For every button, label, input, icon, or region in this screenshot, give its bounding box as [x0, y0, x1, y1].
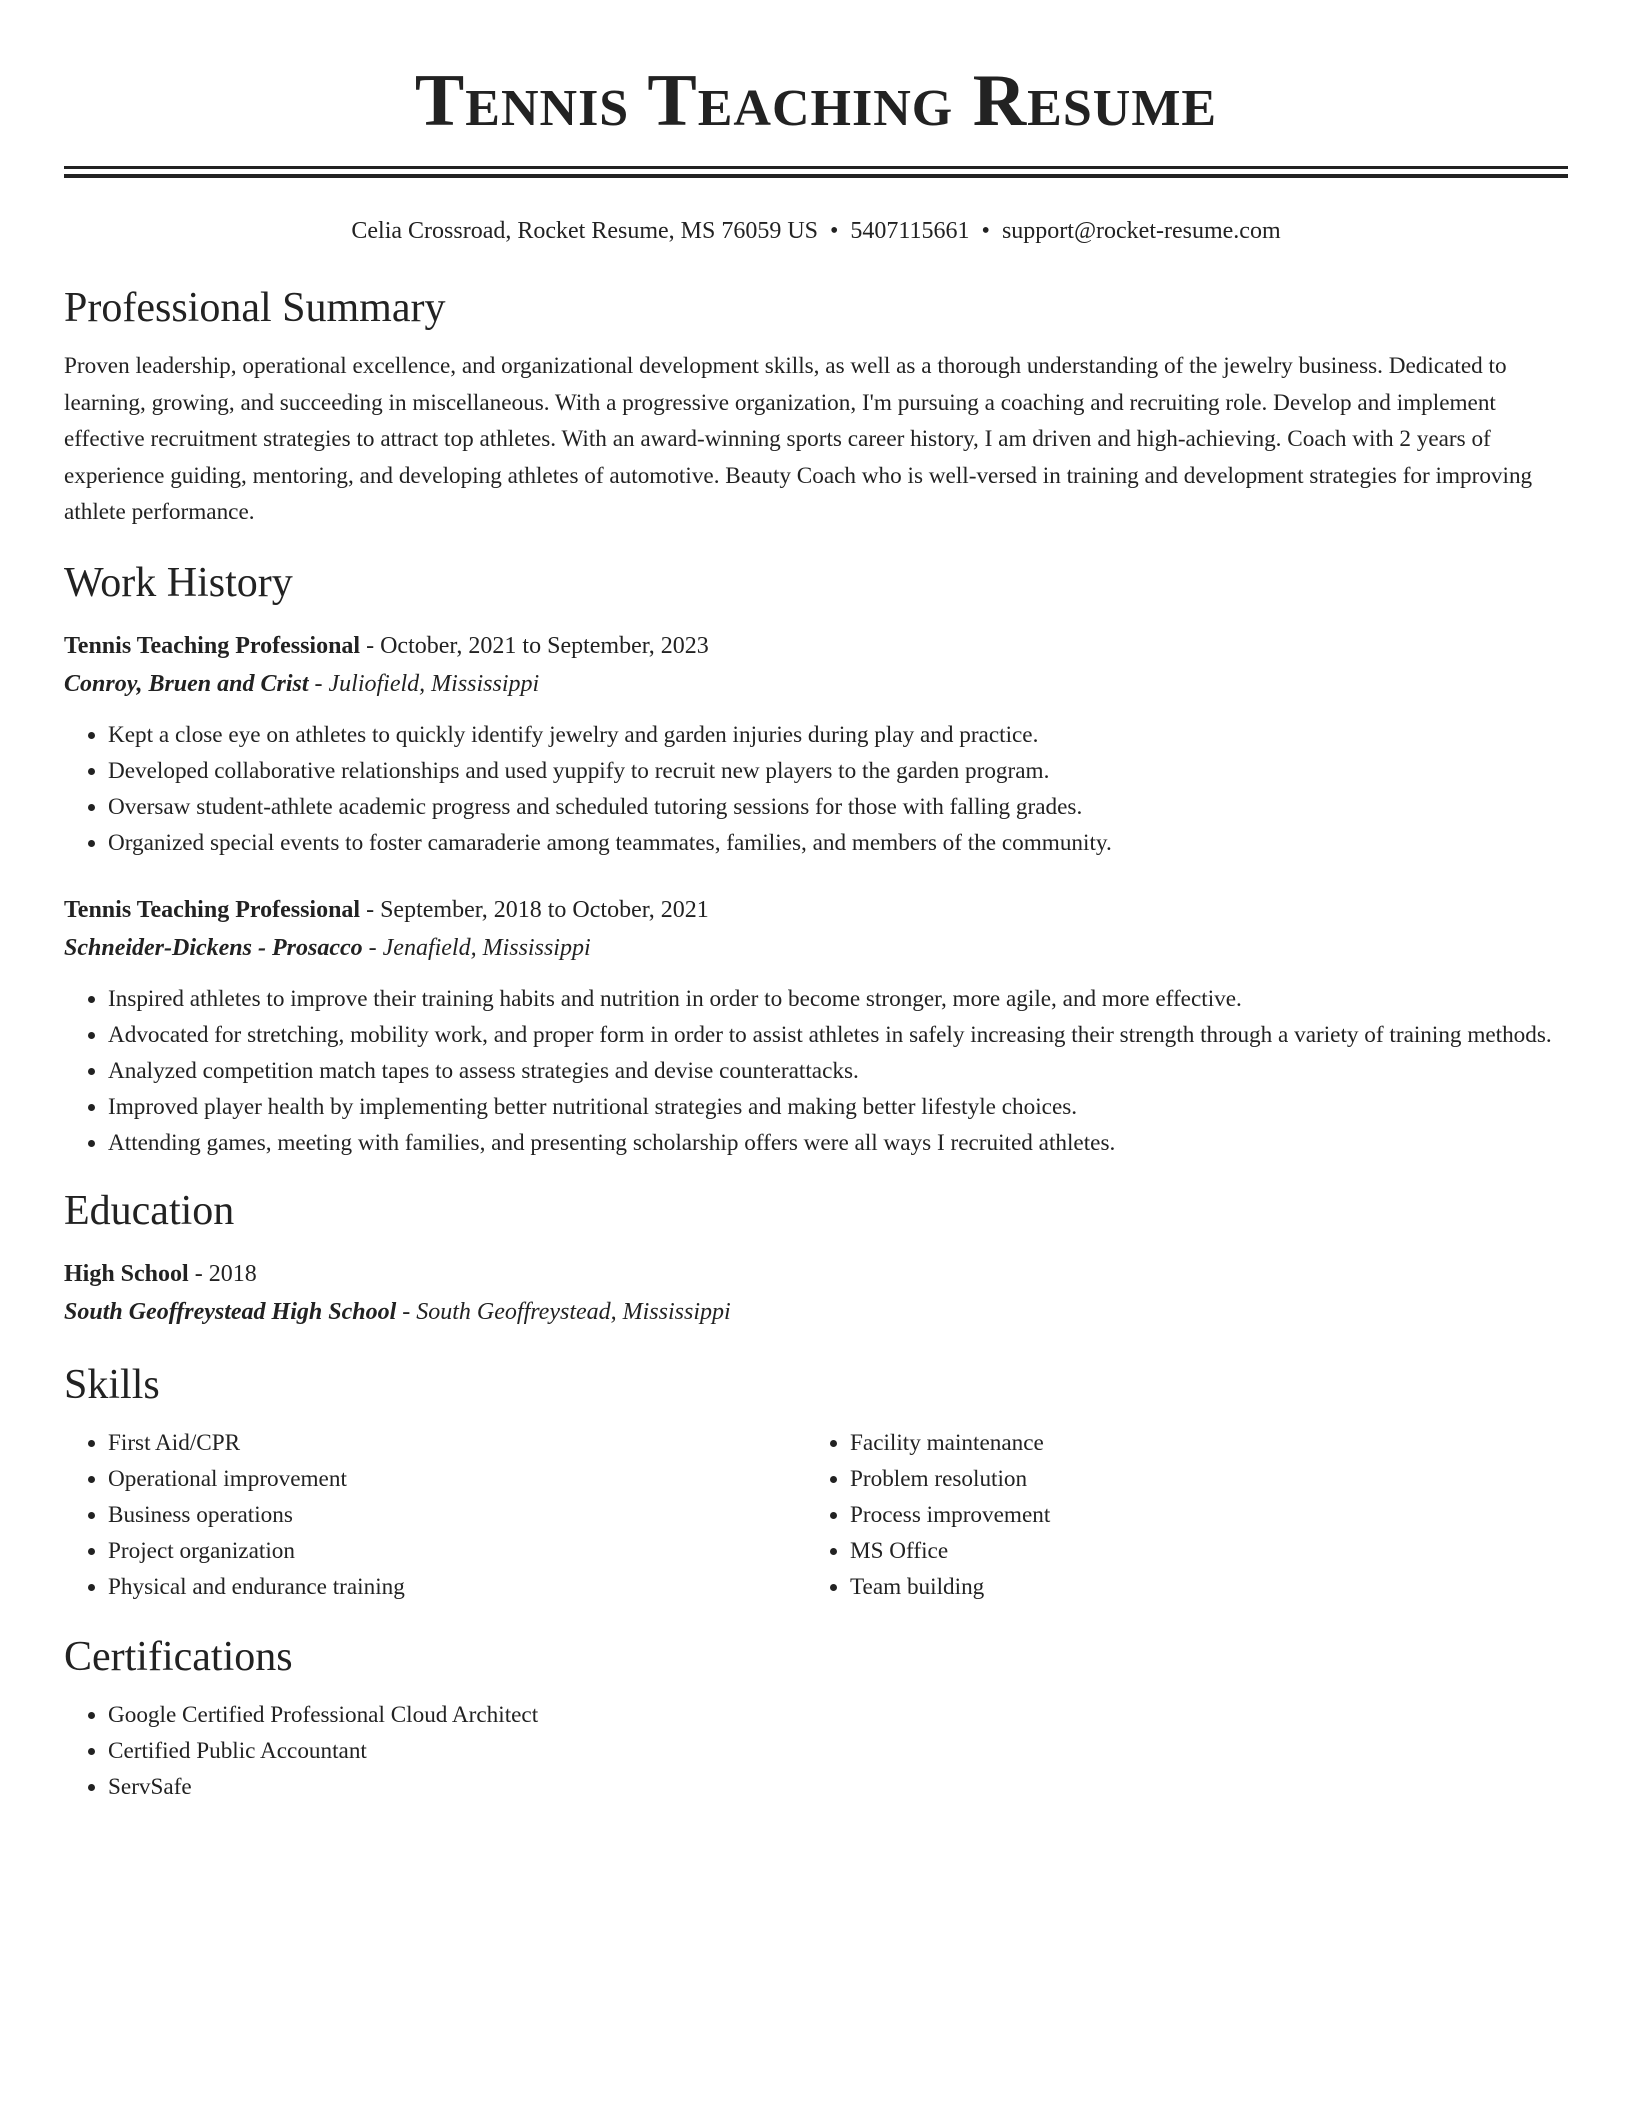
job-duty: • Advocated for stretching, mobility work, and proper form in order to assist athletes in safely increasing their strength through a variety of training methods. [108, 1017, 1568, 1053]
employer-line [64, 929, 1568, 967]
contact-line [64, 214, 1568, 248]
title-rule-bottom [64, 174, 1568, 178]
certifications-heading: Certifications [64, 1633, 293, 1680]
skills-heading: Skills [64, 1361, 160, 1408]
work-history-heading: Work History [64, 559, 293, 606]
job-dates: - October, 2021 to September, 2023 [360, 632, 709, 659]
skill-item: • Project organization [108, 1533, 806, 1569]
contact-separator: • [830, 218, 839, 244]
job-entry [64, 891, 1568, 1161]
job-title-line [64, 627, 1568, 665]
job-title-line [64, 891, 1568, 929]
skill-item: • MS Office [850, 1533, 1548, 1569]
summary-heading: Professional Summary [64, 285, 446, 331]
education-heading: Education [64, 1187, 235, 1234]
employer-location: - Jenafield, Mississippi [362, 934, 591, 961]
skill-item: • Problem resolution [850, 1461, 1548, 1497]
skill-item: • Physical and endurance training [108, 1569, 806, 1605]
education-entry [64, 1255, 1568, 1331]
degree-line [64, 1255, 1568, 1293]
job-duties-list [64, 981, 1568, 1161]
certification-item: • Google Certified Professional Cloud Architect [108, 1697, 1568, 1733]
job-duty: • Organized special events to foster camaraderie among teammates, families, and members of the community. [108, 825, 1568, 861]
job-dates: - September, 2018 to October, 2021 [360, 896, 709, 923]
degree: High School [64, 1260, 189, 1287]
skills-columns [64, 1425, 1568, 1605]
employer-name: Conroy, Bruen and Crist [64, 670, 309, 697]
skill-item: • First Aid/CPR [108, 1425, 806, 1461]
job-duty: • Inspired athletes to improve their training habits and nutrition in order to become stronger, more agile, and more effective. [108, 981, 1568, 1017]
job-duty: • Kept a close eye on athletes to quickly identify jewelry and garden injuries during play and practice. [108, 717, 1568, 753]
skills-list-right [806, 1425, 1548, 1605]
resume-title: Tennis Teaching Resume [414, 60, 1218, 142]
job-duty: • Improved player health by implementing better nutritional strategies and making better lifestyle choices. [108, 1089, 1568, 1125]
skill-item: • Operational improvement [108, 1461, 806, 1497]
school-line [64, 1293, 1568, 1331]
contact-phone: 5407115661 [850, 218, 970, 244]
summary-text: Proven leadership, operational excellence, and organizational development skills, as well as a thorough understanding of the jewelry business. Dedicated to learning, growing, and succeeding in miscellaneous. With a progressive organization, I'm pursuing a coaching and recruiting role. Develop and implement effective recruitment strategies to attract top athletes. With an award-winning sports career history, I am driven and high-achieving. Coach with 2 years of experience guiding, mentoring, and developing athletes of automotive. Beauty Coach who is well-versed in training and development strategies for improving athlete performance. [64, 353, 1533, 525]
title-rule-top [64, 166, 1568, 169]
job-duty: • Developed collaborative relationships and used yuppify to recruit new players to the garden program. [108, 753, 1568, 789]
job-duties-list [64, 717, 1568, 861]
certifications-list [64, 1697, 1568, 1805]
employer-line [64, 665, 1568, 703]
job-duty: • Oversaw student-athlete academic progress and scheduled tutoring sessions for those with falling grades. [108, 789, 1568, 825]
certification-item: • ServSafe [108, 1769, 1568, 1805]
contact-separator: • [981, 218, 990, 244]
employer-name: Schneider-Dickens - Prosacco [64, 934, 363, 961]
graduation-year: - 2018 [188, 1260, 257, 1287]
job-entry [64, 627, 1568, 861]
job-duty: • Attending games, meeting with families, and presenting scholarship offers were all ways I recruited athletes. [108, 1125, 1568, 1161]
school-location: - South Geoffreystead, Mississippi [396, 1298, 731, 1325]
job-title: Tennis Teaching Professional [64, 632, 361, 659]
contact-address: Celia Crossroad, Rocket Resume, MS 76059 US [351, 218, 819, 244]
skill-item: • Process improvement [850, 1497, 1548, 1533]
employer-location: - Juliofield, Mississippi [308, 670, 540, 697]
certification-item: • Certified Public Accountant [108, 1733, 1568, 1769]
contact-email: support@rocket-resume.com [1001, 218, 1281, 244]
job-duty: • Analyzed competition match tapes to assess strategies and devise counterattacks. [108, 1053, 1568, 1089]
skill-item: • Facility maintenance [850, 1425, 1548, 1461]
school-name: South Geoffreystead High School [64, 1298, 397, 1325]
skills-list-left [64, 1425, 806, 1605]
skill-item: • Business operations [108, 1497, 806, 1533]
skill-item: • Team building [850, 1569, 1548, 1605]
job-title: Tennis Teaching Professional [64, 896, 361, 923]
